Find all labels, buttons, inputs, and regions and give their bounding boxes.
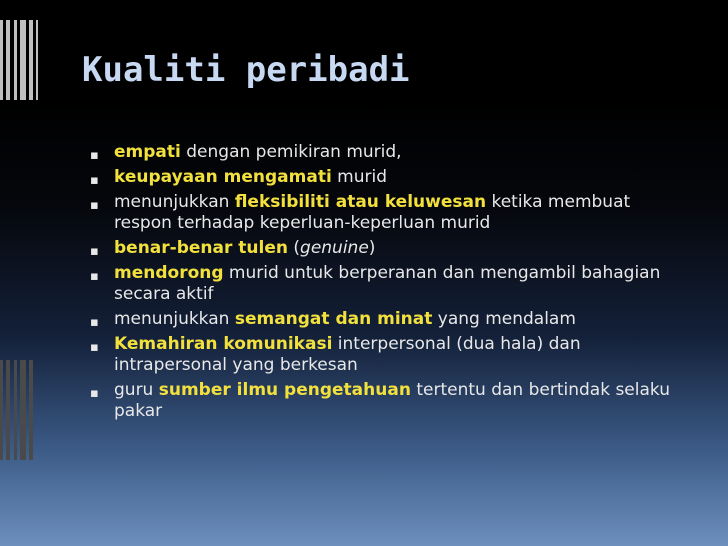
bullet-item — [90, 334, 690, 376]
bullet-text: menunjukkan — [114, 192, 235, 212]
bullet-item — [90, 142, 690, 163]
bullet-marker-icon: ▪ — [90, 173, 99, 188]
bullet-marker-icon: ▪ — [90, 340, 99, 355]
highlighted-text: benar-benar tulen — [114, 238, 288, 258]
bullet-text: murid untuk berperanan dan mengambil bahagian secara aktif — [114, 263, 661, 304]
decorative-stripe — [20, 360, 26, 460]
highlighted-text: Kemahiran komunikasi — [114, 334, 333, 354]
bullet-text: interpersonal (dua hala) dan intrapersonal yang berkesan — [114, 334, 581, 375]
bullet-text: yang mendalam — [432, 309, 576, 329]
decorative-stripe — [0, 360, 3, 460]
decorative-stripe — [14, 360, 17, 460]
bullet-text: dengan pemikiran murid, — [180, 142, 402, 162]
decorative-stripe — [6, 360, 10, 460]
decorative-stripe — [20, 20, 26, 100]
decorative-stripe — [29, 360, 33, 460]
bullet-text: tertentu dan bertindak selaku pakar — [114, 380, 670, 421]
decorative-stripe — [6, 20, 10, 100]
bullet-list — [90, 142, 690, 426]
decorative-stripe — [14, 20, 17, 100]
highlighted-text: mendorong — [114, 263, 224, 283]
decorative-stripe — [0, 20, 3, 100]
bullet-text: ( — [287, 238, 301, 258]
bullet-text: murid — [331, 167, 388, 187]
bullet-marker-icon: ▪ — [90, 244, 99, 259]
italic-text: genuine — [300, 238, 369, 258]
highlighted-text: empati — [114, 142, 181, 162]
highlighted-text: sumber ilmu pengetahuan — [158, 380, 411, 400]
bullet-text: menunjukkan — [114, 309, 235, 329]
bullet-item — [90, 380, 690, 422]
highlighted-text: fleksibiliti atau keluwesan — [234, 192, 487, 212]
bullet-item — [90, 167, 690, 188]
bullet-item — [90, 192, 690, 234]
bullet-item — [90, 263, 690, 305]
bullet-text: guru — [114, 380, 159, 400]
bullet-marker-icon: ▪ — [90, 198, 99, 213]
slide-title: Kualiti peribadi — [82, 50, 410, 90]
bullet-item — [90, 309, 690, 330]
decorative-stripe — [29, 20, 33, 100]
bullet-text: ) — [368, 238, 376, 258]
highlighted-text: keupayaan mengamati — [114, 167, 332, 187]
bullet-marker-icon: ▪ — [90, 386, 99, 401]
bullet-text: ketika membuat respon terhadap keperluan-keperluan murid — [114, 192, 631, 233]
bullet-marker-icon: ▪ — [90, 315, 99, 330]
bullet-marker-icon: ▪ — [90, 269, 99, 284]
bullet-marker-icon: ▪ — [90, 148, 99, 163]
decorative-stripe — [36, 20, 38, 100]
highlighted-text: semangat dan minat — [234, 309, 433, 329]
bullet-item — [90, 238, 690, 259]
